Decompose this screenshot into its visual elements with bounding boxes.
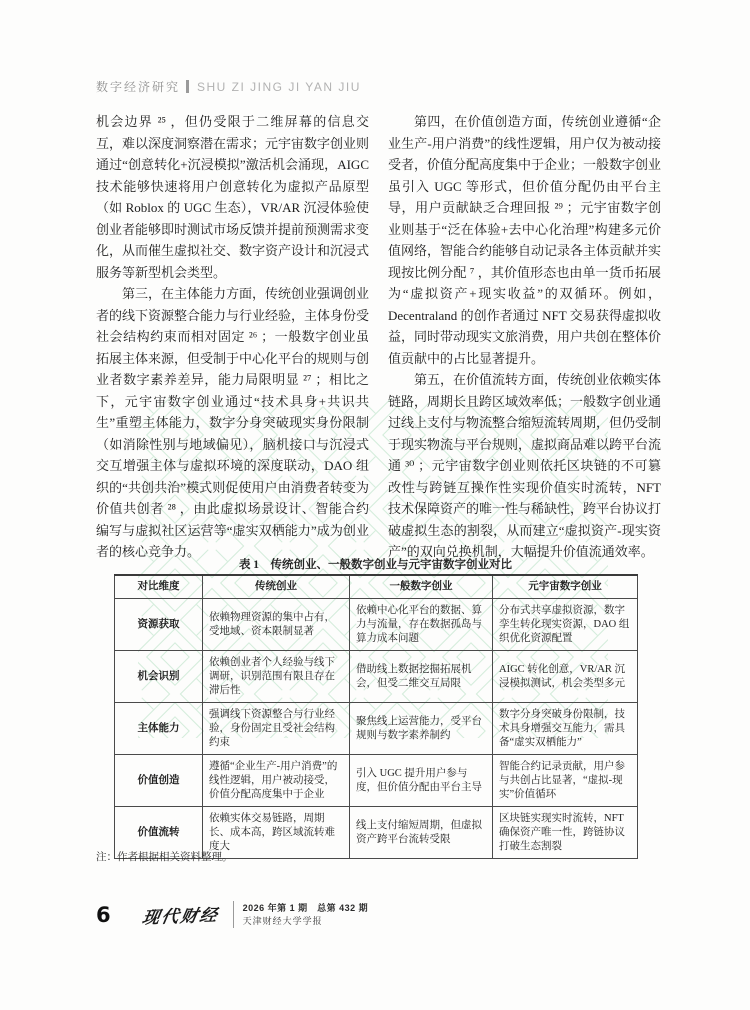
cell-dimension: 主体能力 [115, 703, 203, 755]
col-header-traditional: 传统创业 [203, 575, 350, 599]
footer-divider [233, 901, 234, 928]
cell-metaverse: AIGC 转化创意，VR/AR 沉浸模拟测试，机会类型多元 [493, 651, 638, 703]
cell-digital: 线上支付缩短周期，但虚拟资产跨平台流转受限 [350, 807, 493, 859]
journal-logo-calligraphy: 现代财经 [140, 905, 221, 929]
cell-digital: 依赖中心化平台的数据、算力与流量，存在数据孤岛与算力成本问题 [350, 599, 493, 651]
issue-block [243, 902, 369, 928]
col-header-dimension: 对比维度 [115, 575, 203, 599]
col-header-metaverse: 元宇宙数字创业 [493, 575, 638, 599]
paragraph-fourth-value-creation: 第四，在价值创造方面，传统创业遵循“企业生产-用户消费”的线性逻辑，用户仅为被动接受者，价值分配高度集中于企业；一般数字创业虽引入 UGC 等形式，但价值分配仍由平台主导，用户贡献缺乏合理回报 ²⁹ ；元宇宙数字创业则基于“泛在体验+去中心化治理”构建多元价值网络，智能合约能够自动记录各主体贡献并实现按比例分配 ⁷ ，其价值形态也由单一货币拓展为“虚拟资产+现实收益”的双循环。例如，Decentraland 的创作者通过 NFT 交易获得虚拟收益，同时带动现实文旅消费，用户共创在整体价值贡献中的占比显著提升。 [388, 114, 662, 366]
cell-dimension: 资源获取 [115, 599, 203, 651]
cell-dimension: 机会识别 [115, 651, 203, 703]
issue-info: 2026 年第 1 期 总第 432 期 [242, 902, 369, 913]
col-header-digital: 一般数字创业 [350, 575, 493, 599]
cell-digital: 引入 UGC 提升用户参与度，但价值分配由平台主导 [350, 755, 493, 807]
table-note: 注：作者根据相关资料整理。 [96, 852, 233, 863]
header-divider [186, 80, 189, 93]
cell-digital: 借助线上数据挖掘拓展机会，但受二维交互局限 [350, 651, 493, 703]
right-column [388, 111, 661, 563]
paragraph-third-subject-capability: 第三，在主体能力方面，传统创业强调创业者的线下资源整合能力与行业经验，主体身份受社会结构约束而相对固定 ²⁶ ；一般数字创业虽拓展主体来源，但受制于中心化平台的规则与创业者数字素养差异，能力局限明显 ²⁷ ；相比之下，元宇宙数字创业通过“技术具身+共识共生”重塑主体能力，数字分身突破现实身份限制（如消除性别与地域偏见），脑机接口与沉浸式交互增强主体与虚拟环境的深度联动，DAO 组织的“共创共治”模式则促使用户由消费者转变为价值共创者 ²⁸ ，由此虚拟场景设计、智能合约编写与虚拟社区运营等“虚实双栖能力”成为创业者的核心竞争力。 [96, 286, 370, 559]
cell-metaverse: 分布式共享虚拟资源，数字孪生转化现实资源，DAO 组织优化资源配置 [493, 599, 638, 651]
journal-affiliation: 天津财经大学学报 [242, 915, 323, 926]
cell-traditional: 依赖实体交易链路，周期长、成本高，跨区域流转难度大 [203, 807, 350, 859]
table-row [115, 599, 638, 651]
cell-dimension: 价值创造 [115, 755, 203, 807]
cell-traditional: 依赖创业者个人经验与线下调研，识别范围有限且存在滞后性 [203, 651, 350, 703]
journal-name-pinyin: SHU ZI JING JI YAN JIU [197, 79, 361, 94]
cell-metaverse: 区块链实现实时流转，NFT 确保资产唯一性，跨链协议打破生态割裂 [493, 807, 638, 859]
table-header-row [115, 575, 638, 599]
cell-dimension: 价值流转 [115, 807, 203, 859]
page-number: 6 [96, 902, 111, 927]
left-column [96, 111, 369, 563]
table-title: 表 1 传统创业、一般数字创业与元宇宙数字创业对比 [238, 559, 513, 571]
cell-traditional: 强调线下资源整合与行业经验，身份固定且受社会结构约束 [203, 703, 350, 755]
running-head [96, 78, 361, 95]
page-footer [96, 901, 368, 928]
cell-metaverse: 数字分身突破身份限制，技术具身增强交互能力，需具备“虚实双栖能力” [493, 703, 638, 755]
cell-digital: 聚焦线上运营能力，受平台规则与数字素养制约 [350, 703, 493, 755]
comparison-table [114, 574, 638, 859]
table-row [115, 651, 638, 703]
paragraph-fifth-value-flow: 第五，在价值流转方面，传统创业依赖实体链路，周期长且跨区域效率低；一般数字创业通过线上支付与物流整合缩短流转周期，但仍受制于现实物流与平台规则，虚拟商品难以跨平台流通 ³⁰ ；元宇宙数字创业则依托区块链的不可篡改性与跨链互操作性实现价值实时流转，NFT 技术保障资产的唯一性与稀缺性，跨平台协议打破虚拟生态的割裂，从而建立“虚拟资产-现实资产”的双向兑换机制，大幅提升价值流通效率。 [388, 372, 662, 559]
table-row [115, 703, 638, 755]
paragraph-opportunity-boundary: 机会边界 ²⁵ ，但仍受限于二维屏幕的信息交互，难以深度洞察潜在需求；元宇宙数字创业则通过“创意转化+沉浸模拟”激活机会涌现，AIGC 技术能够快速将用户创意转化为虚拟产品原型（如 Roblox 的 UGC 生态），VR/AR 沉浸体验使创业者能够即时测试市场反馈并提前预测需求变化，从而催生虚拟社交、数字资产设计和沉浸式服务等新型机会类型。 [96, 114, 370, 280]
cell-traditional: 依赖物理资源的集中占有，受地域、资本限制显著 [203, 599, 350, 651]
journal-name-cn: 数字经济研究 [96, 80, 181, 94]
cell-traditional: 遵循“企业生产-用户消费”的线性逻辑，用户被动接受，价值分配高度集中于企业 [203, 755, 350, 807]
cell-metaverse: 智能合约记录贡献，用户参与共创占比显著，“虚拟-现实”价值循环 [493, 755, 638, 807]
table-row [115, 755, 638, 807]
